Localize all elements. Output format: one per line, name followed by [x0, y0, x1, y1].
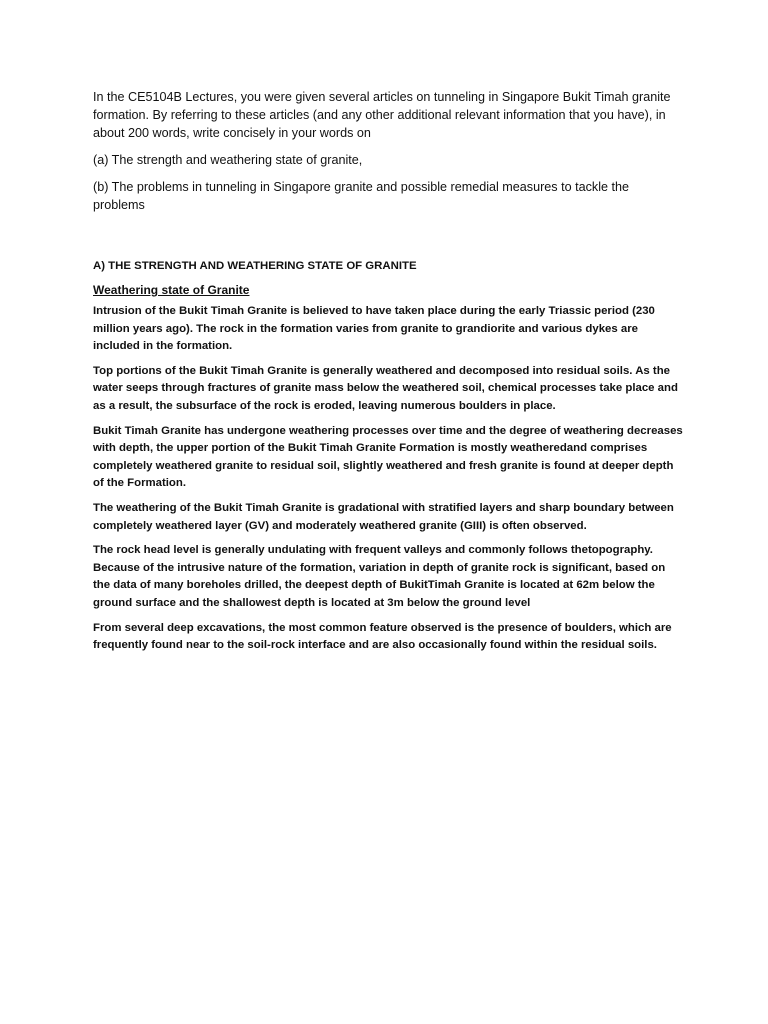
paragraph-rock-head: The rock head level is generally undulating with frequent valleys and commonly follows thetopography. Because of the intrusive nature of the formation, variation in depth of granite rock is significant, based on the data of many boreholes drilled, the deepest depth of BukitTimah Granite is located at 62m below the ground surface and the shallowest depth is located at 3m below the ground level	[93, 544, 666, 609]
paragraph-boulders: From several deep excavations, the most common feature observed is the presence of boulders, which are frequently found near to the soil-rock interface and are also occasionally found within the residual soils.	[93, 621, 672, 652]
weathering-subheading: Weathering state of Granite	[93, 283, 250, 297]
paragraph-intrusion: Intrusion of the Bukit Timah Granite is believed to have taken place during the early Triassic period (230 million years ago). The rock in the formation varies from granite to grandiorite and various dykes are included in the formation.	[93, 305, 655, 353]
question-part-b: (b) The problems in tunneling in Singapore granite and possible remedial measures to tackle the problems	[93, 180, 630, 212]
paragraph-gradational: The weathering of the Bukit Timah Granite is gradational with stratified layers and sharp boundary between completely weathered layer (GV) and moderately weathered granite (GIII) is often observed.	[93, 501, 674, 532]
assignment-prompt: In the CE5104B Lectures, you were given several articles on tunneling in Singapore Bukit Timah granite formation. By referring to these articles (and any other additional relevant information that you have), in about 200 words, write concisely in your words on	[93, 90, 671, 140]
paragraph-top-portions: Top portions of the Bukit Timah Granite is generally weathered and decomposed into residual soils. As the water seeps through fractures of granite mass below the weathered soil, chemical processes take place and as a result, the subsurface of the rock is eroded, leaving numerous boulders in place.	[93, 364, 678, 412]
paragraph-weathering-processes: Bukit Timah Granite has undergone weathering processes over time and the degree of weathering decreases with depth, the upper portion of the Bukit Timah Granite Formation is mostly weatheredand comprises completely weathered granite to residual soil, slightly weathered and fresh granite is found at deeper depth of the Formation.	[93, 424, 683, 490]
section-a-heading: A) THE STRENGTH AND WEATHERING STATE OF GRANITE	[93, 260, 417, 272]
question-part-a: (a) The strength and weathering state of granite,	[93, 153, 363, 167]
document-page	[93, 88, 683, 662]
